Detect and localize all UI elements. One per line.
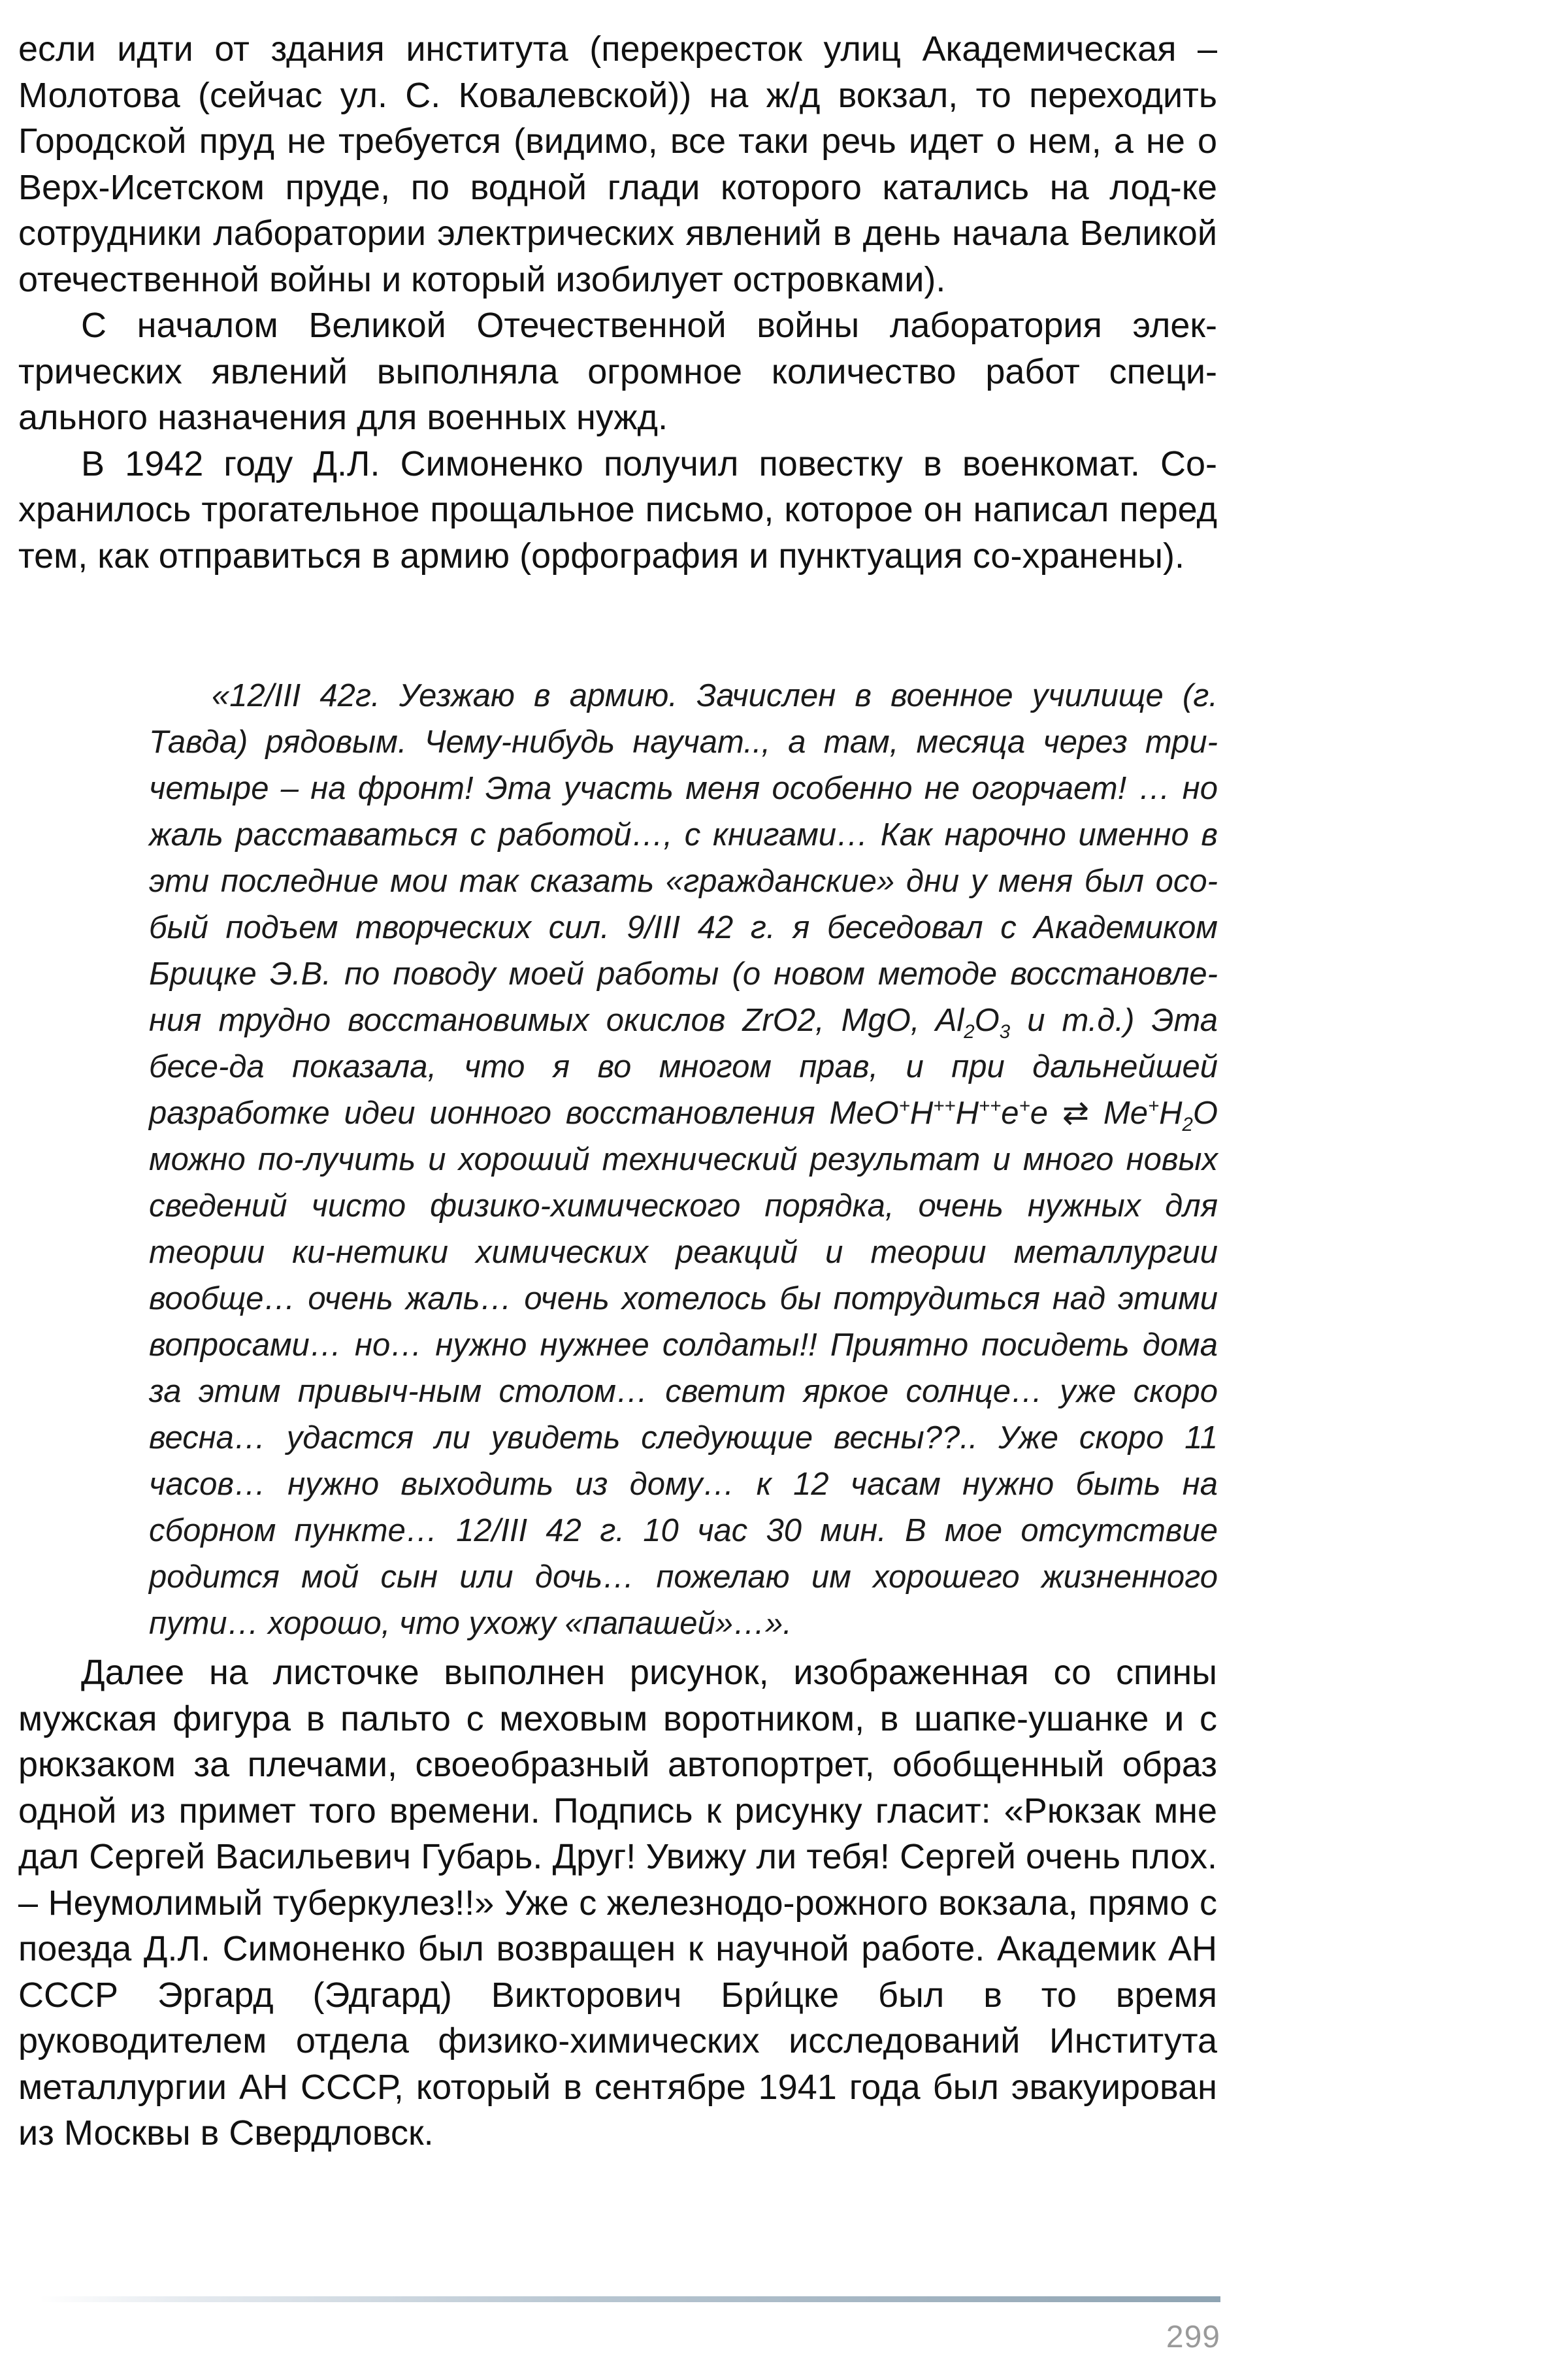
footer-rule [39, 2296, 1220, 2302]
formula-o: O [974, 1003, 1000, 1038]
quote-text-part-3: O можно по-лучить и хороший технический результат и много новых сведений чисто физико-химического порядка, очень нужных для теории ки-нетики химических реакций и теории металлургии вообще… очень жаль… очень хотелось бы потрудиться над этими вопросами… но… нужно нужнее солдаты!! Приятно посидеть дома за этим привыч-ным столом… светит яркое солнце… уже скоро весна… удастся ли увидеть следующие весны??.. Уже скоро 11 часов… нужно выходить из дому… к 12 часам нужно быть на сборном пункте… 12/III 42 г. 10 час 30 мин. В мое отсутствие родится мой сын или дочь… пожелаю им хорошего жизненного пути… хорошо, что ухожу «папашей»…». [149, 1096, 1218, 1641]
superscript-plus-4: + [1019, 1095, 1030, 1117]
outro-paragraph-1: Далее на листочке выполнен рисунок, изображенная со спины мужская фигура в пальто с меховым воротником, в шапке-ушанке и с рюкзаком за плечами, своеобразный автопортрет, обобщенный образ одной из примет того времени. Подпись к рисунку гласит: «Рюкзак мне дал Сергей Васильевич Губарь. Друг! Увижу ли тебя! Сергей очень плох. – Неумолимый туберкулез!!» Уже с железнодо-рожного вокзала, прямо с поезда Д.Л. Симоненко был возвращен к научной работе. Академик АН СССР Эргард (Эдгард) Викторович Бри́цке был в то время руководителем отдела физико-химических исследований Института металлургии АН СССР, который в сентябре 1941 года был эвакуирован из Москвы в Свердловск. [18, 1653, 1217, 2153]
intro-paragraph-3: В 1942 году Д.Л. Симоненко получил повестку в военкомат. Со-хранилось трогательное прощальное письмо, которое он написал перед тем, как отправиться в армию (орфография и пунктуация со-хранены). [18, 444, 1217, 576]
superscript-plus-2: ++ [933, 1095, 956, 1117]
formula-h-2: H [955, 1096, 979, 1131]
formula-h-3: H [1159, 1096, 1183, 1131]
subscript-h-2: 2 [1182, 1113, 1193, 1135]
quote-paragraph [149, 673, 1218, 1647]
superscript-plus-5: + [1147, 1095, 1160, 1117]
intro-section [18, 26, 1217, 579]
formula-e-1: e [1001, 1096, 1019, 1131]
superscript-plus-1: + [898, 1095, 910, 1117]
outro-section [18, 1650, 1217, 2156]
subscript-o-3: 3 [999, 1020, 1011, 1043]
letter-quote [149, 673, 1218, 1647]
quote-text-part-2: и т.д.) Эта бесе-да показала, что я во многом прав, и при дальнейшей разработке идеи ионного восстановления MeO [149, 1003, 1218, 1131]
page-number: 299 [1166, 2320, 1220, 2354]
formula-h-1: H [909, 1096, 934, 1131]
formula-e-me: e ⇄ Me [1030, 1096, 1148, 1131]
quote-text-part-1: «12/III 42г. Уезжаю в армию. Зачислен в военное училище (г. Тавда) рядовым. Чему-нибудь научат.., а там, месяца через три-четыре – на фронт! Эта участь меня особенно не огорчает! … но жаль расставаться с работой…, с книгами… Как нарочно именно в эти последние мои так сказать «гражданские» дни у меня был осо-бый подъем творческих сил. 9/III 42 г. я беседовал с Академиком Брицке Э.В. по поводу моей работы (о новом методе восстановле-ния трудно восстановимых окислов ZrO2, MgO, Al [149, 678, 1218, 1038]
superscript-plus-3: ++ [978, 1095, 1002, 1117]
subscript-al-2: 2 [964, 1020, 975, 1043]
intro-paragraph-2: С началом Великой Отечественной войны лаборатория элек-трических явлений выполняла огромное количество работ специ-ального назначения для военных нужд. [18, 306, 1217, 437]
intro-paragraph-1: если идти от здания института (перекресток улиц Академическая – Молотова (сейчас ул. С. Ковалевской)) на ж/д вокзал, то переходить Городской пруд не требуется (видимо, все таки речь идет о нем, а не о Верх-Исетском пруде, по водной глади которого катались на лод-ке сотрудники лаборатории электрических явлений в день начала Великой отечественной войны и который изобилует островками). [18, 29, 1217, 299]
